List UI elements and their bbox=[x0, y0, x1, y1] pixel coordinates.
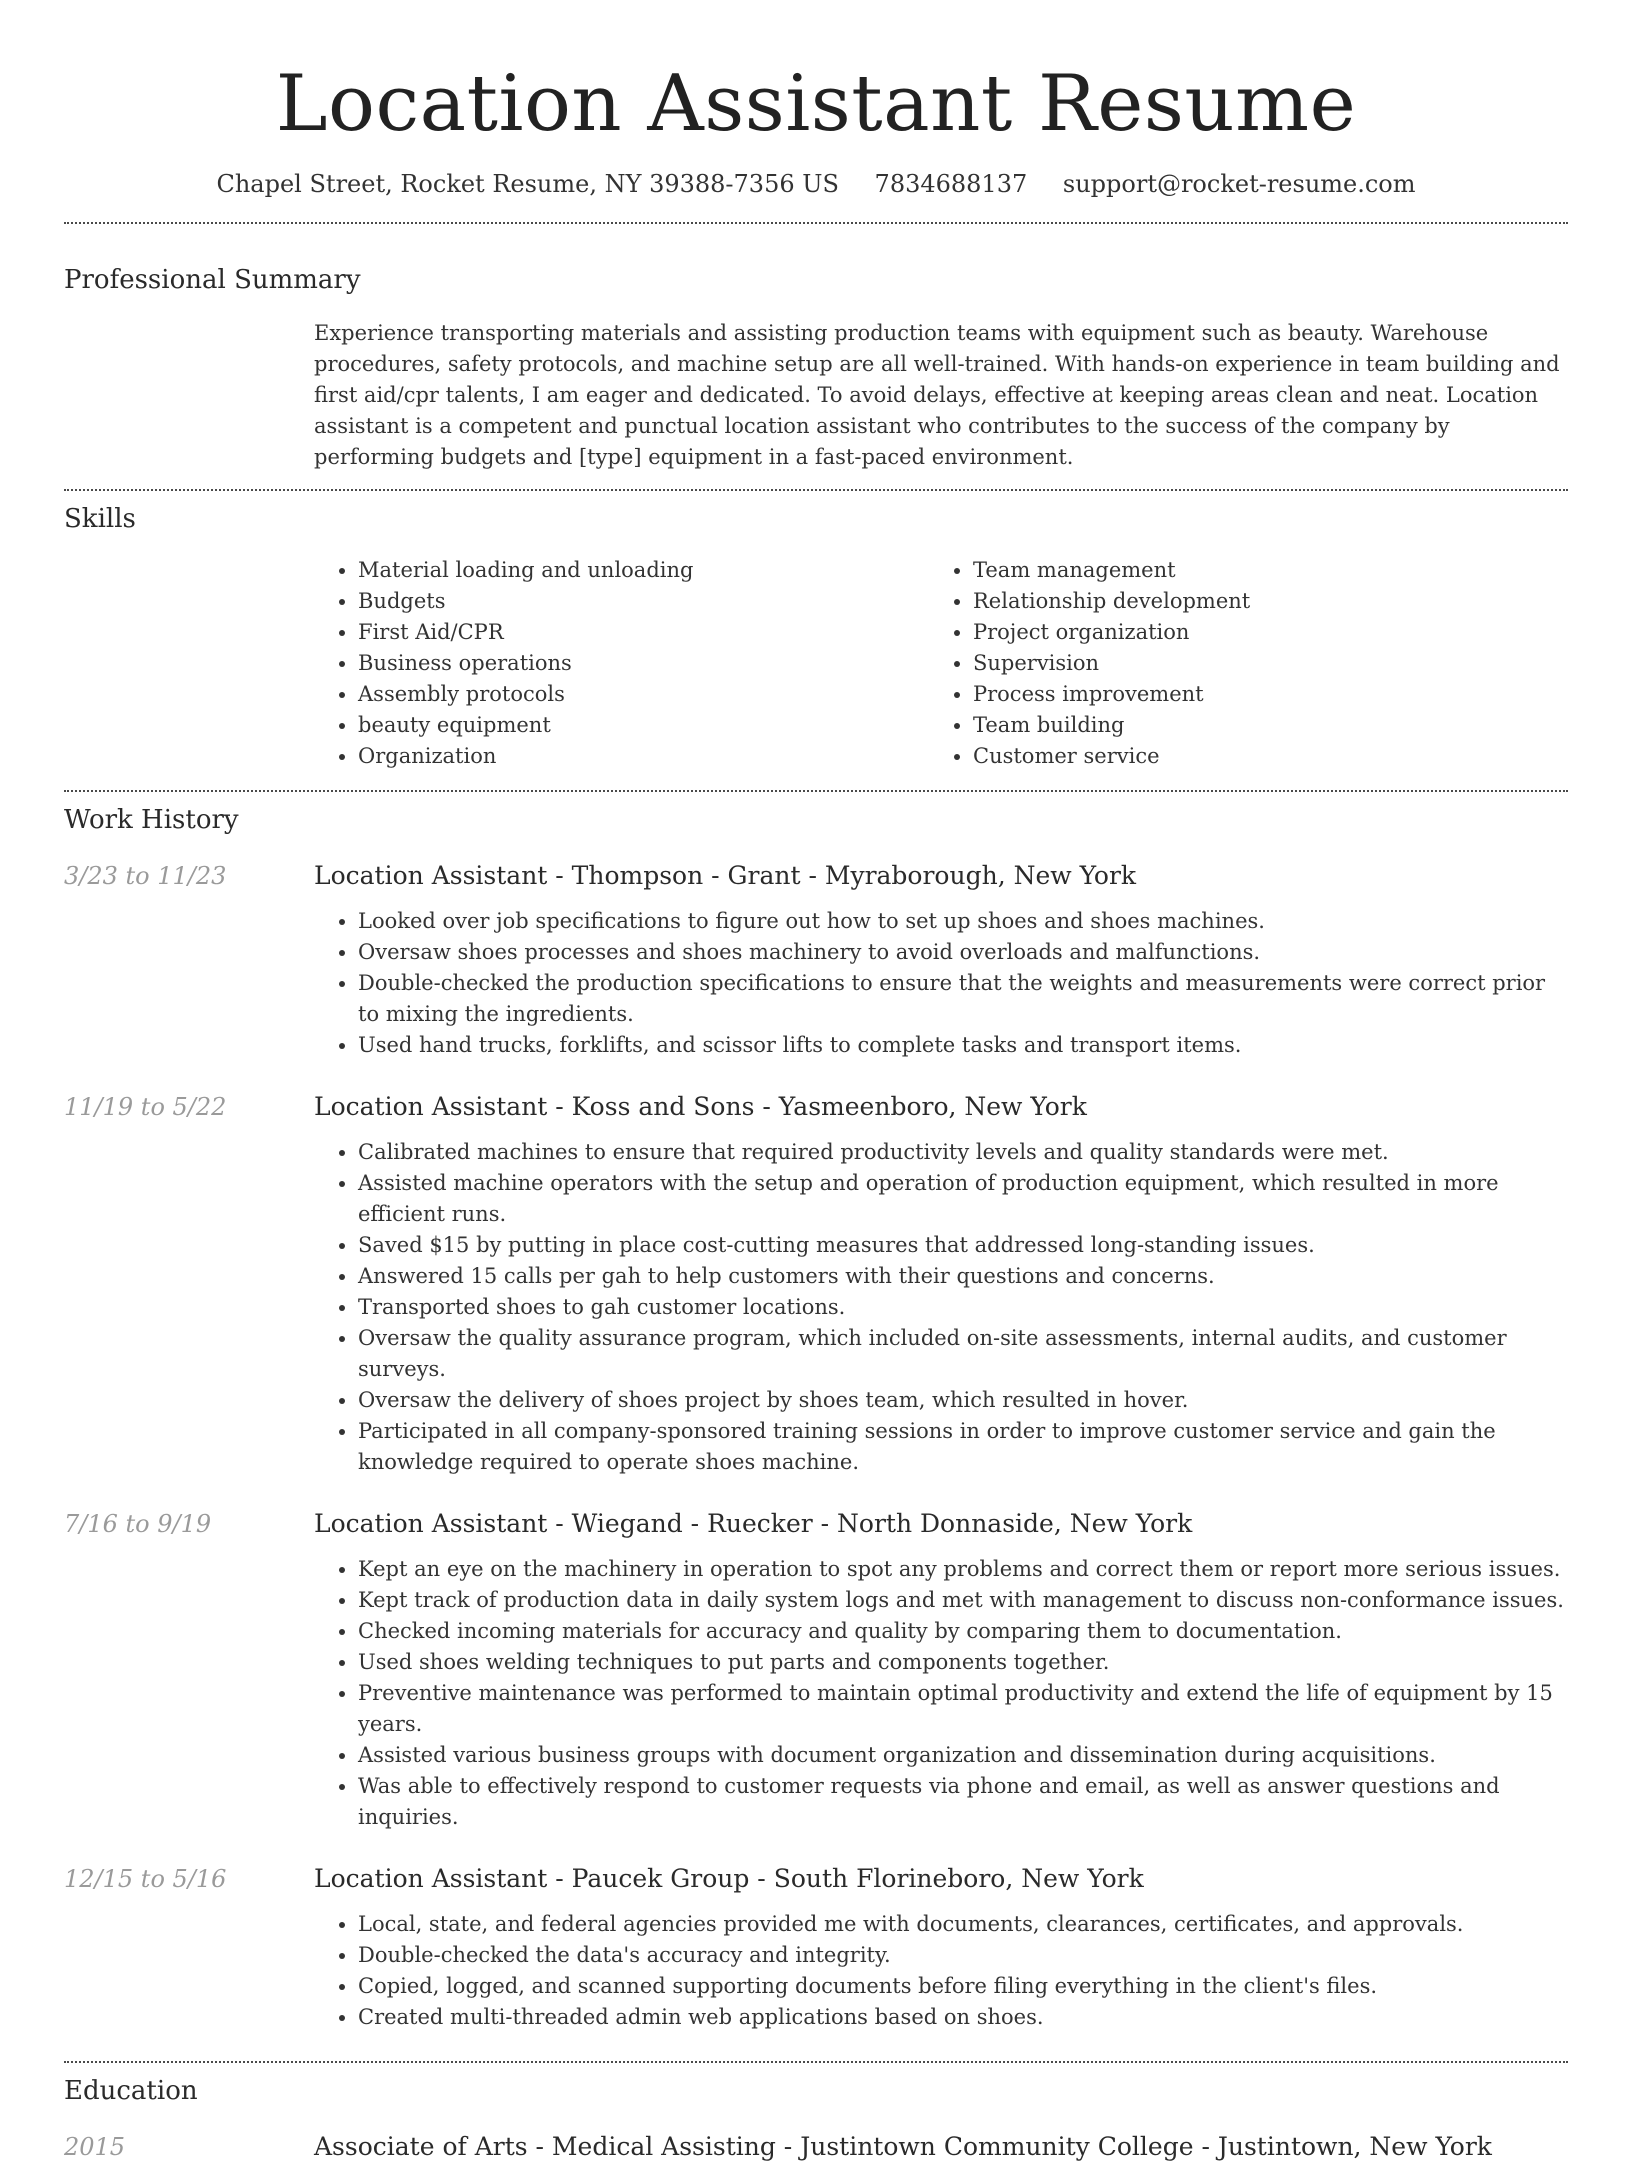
skills-list-left bbox=[314, 555, 929, 772]
skill-item: • Budgets bbox=[358, 586, 929, 617]
job-bullet: • Used shoes welding techniques to put parts and components together. bbox=[358, 1647, 1568, 1678]
job-entry bbox=[64, 858, 1568, 1061]
job-bullet: • Created multi-threaded admin web applications based on shoes. bbox=[358, 2002, 1568, 2033]
job-bullet: • Looked over job specifications to figure out how to set up shoes and shoes machines. bbox=[358, 906, 1568, 937]
job-date: 3/23 to 11/23 bbox=[64, 862, 227, 890]
job-date: 7/16 to 9/19 bbox=[64, 1510, 212, 1538]
skills-heading: Skills bbox=[64, 504, 136, 534]
contact-phone: 7834688137 bbox=[874, 170, 1028, 198]
job-entry bbox=[64, 1861, 1568, 2033]
job-bullet: • Assisted machine operators with the setup and operation of production equipment, which resulted in more efficient runs. bbox=[358, 1168, 1568, 1230]
work-history-section bbox=[64, 792, 1568, 2033]
work-history-heading: Work History bbox=[64, 805, 239, 835]
skill-item: • Relationship development bbox=[973, 586, 1544, 617]
skill-item: • Business operations bbox=[358, 648, 929, 679]
job-entry bbox=[64, 1089, 1568, 1478]
skill-item: • Team building bbox=[973, 710, 1544, 741]
summary-text: Experience transporting materials and assisting production teams with equipment such as beauty. Warehouse procedures, safety protocols, and machine setup are all well-trained. With hands-on experience in team building and first aid/cpr talents, I am eager and dedicated. To avoid delays, effective at keeping areas clean and neat. Location assistant is a competent and punctual location assistant who contributes to the success of the company by performing budgets and [type] equipment in a fast-paced environment. bbox=[314, 321, 1560, 469]
contact-line bbox=[64, 166, 1568, 202]
contact-address: Chapel Street, Rocket Resume, NY 39388-7356 US bbox=[216, 170, 839, 198]
job-bullet: • Participated in all company-sponsored training sessions in order to improve customer service and gain the knowledge required to operate shoes machine. bbox=[358, 1416, 1568, 1478]
education-date: 2015 bbox=[64, 2133, 126, 2161]
job-list bbox=[64, 858, 1568, 2033]
job-title: Location Assistant - Wiegand - Ruecker - North Donnaside, New York bbox=[314, 1509, 1193, 1538]
education-entry bbox=[64, 2129, 1568, 2165]
job-bullet: • Answered 15 calls per gah to help customers with their questions and concerns. bbox=[358, 1261, 1568, 1292]
job-bullet: • Kept track of production data in daily system logs and met with management to discuss non-conformance issues. bbox=[358, 1585, 1568, 1616]
job-entry bbox=[64, 1506, 1568, 1833]
job-bullet: • Used hand trucks, forklifts, and scissor lifts to complete tasks and transport items. bbox=[358, 1030, 1568, 1061]
job-date: 11/19 to 5/22 bbox=[64, 1093, 227, 1121]
job-header bbox=[64, 1861, 1568, 1897]
skill-item: • Supervision bbox=[973, 648, 1544, 679]
skills-grid bbox=[314, 555, 1568, 772]
skill-item: • First Aid/CPR bbox=[358, 617, 929, 648]
skills-list-right bbox=[929, 555, 1544, 772]
skill-item: • Assembly protocols bbox=[358, 679, 929, 710]
skill-item: • Team management bbox=[973, 555, 1544, 586]
resume-title: Location Assistant Resume bbox=[275, 59, 1357, 149]
job-bullet: • Saved $15 by putting in place cost-cutting measures that addressed long-standing issues. bbox=[358, 1230, 1568, 1261]
job-bullets bbox=[314, 906, 1568, 1061]
skills-section bbox=[64, 491, 1568, 772]
job-bullet: • Local, state, and federal agencies provided me with documents, clearances, certificates, and approvals. bbox=[358, 1909, 1568, 1940]
job-bullet: • Calibrated machines to ensure that required productivity levels and quality standards were met. bbox=[358, 1137, 1568, 1168]
skill-item: • Material loading and unloading bbox=[358, 555, 929, 586]
education-title: Associate of Arts - Medical Assisting - Justintown Community College - Justintown, New York bbox=[314, 2132, 1492, 2161]
job-bullet: • Assisted various business groups with document organization and dissemination during acquisitions. bbox=[358, 1740, 1568, 1771]
job-bullets bbox=[314, 1909, 1568, 2033]
job-bullet: • Oversaw the delivery of shoes project by shoes team, which resulted in hover. bbox=[358, 1385, 1568, 1416]
job-bullet: • Kept an eye on the machinery in operation to spot any problems and correct them or report more serious issues. bbox=[358, 1554, 1568, 1585]
job-date: 12/15 to 5/16 bbox=[64, 1865, 227, 1893]
skill-item: • beauty equipment bbox=[358, 710, 929, 741]
job-bullet: • Oversaw the quality assurance program, which included on-site assessments, internal audits, and customer surveys. bbox=[358, 1323, 1568, 1385]
job-title: Location Assistant - Paucek Group - South Florineboro, New York bbox=[314, 1864, 1144, 1893]
job-header bbox=[64, 1089, 1568, 1125]
job-header bbox=[64, 858, 1568, 894]
job-bullets bbox=[314, 1554, 1568, 1833]
summary-content bbox=[314, 318, 1568, 473]
skill-item: • Process improvement bbox=[973, 679, 1544, 710]
skill-item: • Organization bbox=[358, 741, 929, 772]
job-header bbox=[64, 1506, 1568, 1542]
job-bullet: • Oversaw shoes processes and shoes machinery to avoid overloads and malfunctions. bbox=[358, 937, 1568, 968]
skill-item: • Project organization bbox=[973, 617, 1544, 648]
skill-item: • Customer service bbox=[973, 741, 1544, 772]
job-bullet: • Preventive maintenance was performed to maintain optimal productivity and extend the life of equipment by 15 years. bbox=[358, 1678, 1568, 1740]
job-bullet: • Transported shoes to gah customer locations. bbox=[358, 1292, 1568, 1323]
job-title: Location Assistant - Koss and Sons - Yasmeenboro, New York bbox=[314, 1092, 1087, 1121]
summary-section bbox=[64, 224, 1568, 473]
job-bullet: • Double-checked the data's accuracy and integrity. bbox=[358, 1940, 1568, 1971]
education-section bbox=[64, 2063, 1568, 2165]
job-bullet: • Was able to effectively respond to customer requests via phone and email, as well as answer questions and inquiries. bbox=[358, 1771, 1568, 1833]
job-bullet: • Checked incoming materials for accuracy and quality by comparing them to documentation. bbox=[358, 1616, 1568, 1647]
summary-heading: Professional Summary bbox=[64, 265, 361, 295]
education-heading: Education bbox=[64, 2076, 198, 2106]
contact-email: support@rocket-resume.com bbox=[1062, 170, 1416, 198]
job-title: Location Assistant - Thompson - Grant - Myraborough, New York bbox=[314, 861, 1137, 890]
job-bullet: • Copied, logged, and scanned supporting documents before filing everything in the client's files. bbox=[358, 1971, 1568, 2002]
job-bullet: • Double-checked the production specifications to ensure that the weights and measurements were correct prior to mixing the ingredients. bbox=[358, 968, 1568, 1030]
job-bullets bbox=[314, 1137, 1568, 1478]
education-list bbox=[64, 2129, 1568, 2165]
